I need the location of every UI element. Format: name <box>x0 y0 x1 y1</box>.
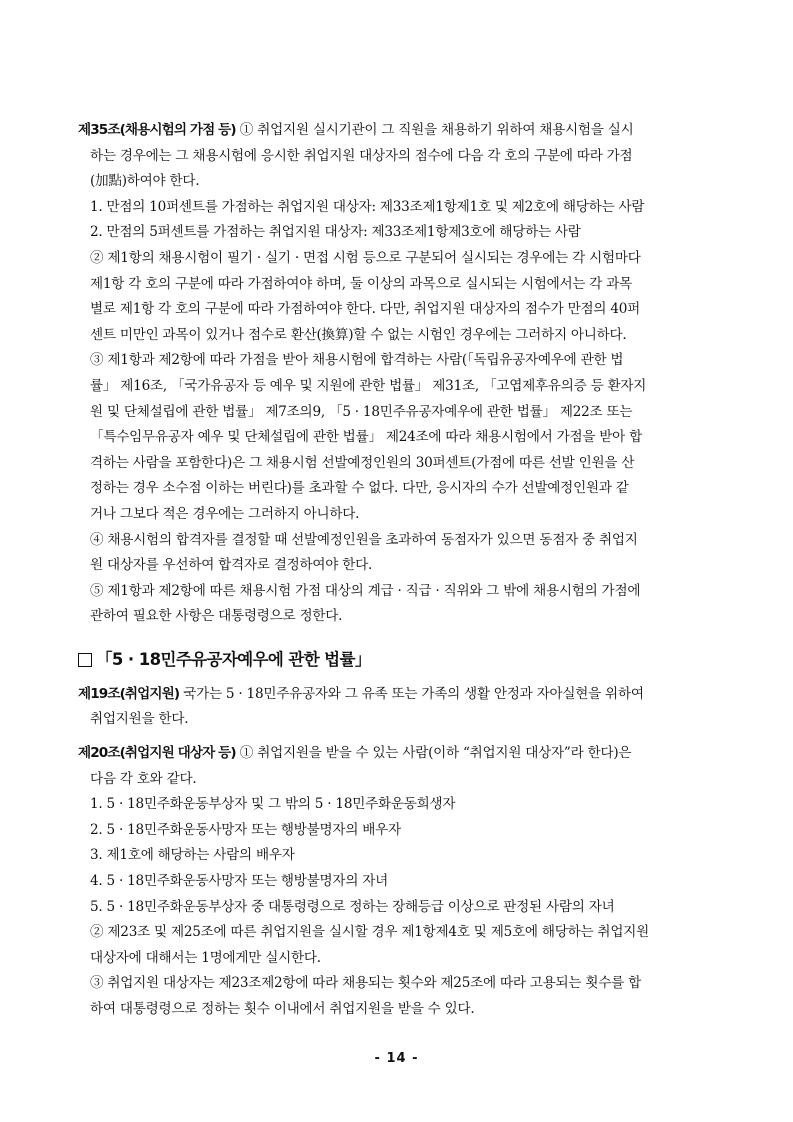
article-35-para-5-line-2: 관하여 필요한 사항은 대통령령으로 정한다. <box>90 608 343 625</box>
article-35-para-2-line-3: 별로 제1항 각 호의 구분에 따라 가점하여야 한다. 다만, 취업지원 대상자의 점수가 만점의 40퍼 <box>90 301 640 318</box>
article-35 <box>78 118 721 630</box>
article-20-line-0: 제20조(취업지원 대상자 등) ① 취업지원을 받을 수 있는 사람(이하 “취업지원 대상자”라 한다)은 <box>78 745 632 762</box>
article-20 <box>78 741 721 1023</box>
article-35-para-3-line-5: 격하는 사람을 포함한다)은 그 채용시험 선발예정인원의 30퍼센트(가점에 따른 선발 인원을 산 <box>90 454 635 471</box>
article-35-para-2-line-2: 제1항 각 호의 구분에 따라 가점하여야 하며, 둘 이상의 과목으로 실시되는 시험에서는 각 과목 <box>90 275 633 292</box>
article-35-para-2-line-1: ② 제1항의 채용시험이 필기 · 실기 · 면접 시험 등으로 구분되어 실시되는 경우에는 각 시험마다 <box>90 249 641 266</box>
article-35-para-3-line-7: 거나 그보다 적은 경우에는 그러하지 아니하다. <box>90 505 360 522</box>
section-heading <box>78 646 721 674</box>
article-35-para-5-line-1: ⑤ 제1항과 제2항에 따른 채용시험 가점 대상의 계급 · 직급 · 직위와 그 밖에 채용시험의 가점에 <box>90 582 641 599</box>
page-number: - 14 - <box>374 1051 419 1066</box>
article-20-para-2-line-1: ② 제23조 및 제25조에 따른 취업지원을 실시할 경우 제1항제4호 및 제5호에 해당하는 취업지원 <box>90 924 649 941</box>
article-20-title: 제20조(취업지원 대상자 등) <box>78 745 236 762</box>
article-20-item-1: 1. 5 · 18민주화운동부상자 및 그 밖의 5 · 18민주화운동희생자 <box>90 796 456 813</box>
article-35-title: 제35조(채용시험의 가점 등) <box>78 122 236 138</box>
article-20-item-5: 5. 5 · 18민주화운동부상자 중 대통령령으로 정하는 장해등급 이상으로 판정된 사람의 자녀 <box>90 898 615 915</box>
article-20-item-3: 3. 제1호에 해당하는 사람의 배우자 <box>90 847 295 864</box>
article-35-line-1: 하는 경우에는 그 채용시험에 응시한 취업지원 대상자의 점수에 다음 각 호의 구분에 따라 가점 <box>90 147 633 164</box>
article-19 <box>78 682 721 733</box>
article-20-para-3-line-1: ③ 취업지원 대상자는 제23조제2항에 따라 채용되는 횟수와 제25조에 따라 고용되는 횟수를 합 <box>90 975 641 992</box>
article-35-item-1: 1. 만점의 10퍼센트를 가점하는 취업지원 대상자: 제33조제1항제1호 및 제2호에 해당하는 사람 <box>90 198 645 215</box>
article-35-item-2: 2. 만점의 5퍼센트를 가점하는 취업지원 대상자: 제33조제1항제3호에 해당하는 사람 <box>90 224 581 241</box>
spacer <box>78 674 721 682</box>
checkbox-square-icon <box>78 653 92 667</box>
article-35-para-3-line-3: 원 및 단체설립에 관한 법률」 제7조의9, 「5 · 18민주유공자예우에 관한 법률」 제22조 또는 <box>90 403 633 420</box>
article-20-item-4: 4. 5 · 18민주화운동사망자 또는 행방불명자의 자녀 <box>90 873 389 890</box>
spacer <box>78 733 721 741</box>
article-35-para-4-line-2: 원 대상자를 우선하여 합격자로 결정하여야 한다. <box>90 557 373 574</box>
section-heading-text: 「5 · 18민주유공자예우에 관한 법률」 <box>96 649 371 669</box>
article-19-line-1: 취업지원을 한다. <box>90 711 189 728</box>
article-20-para-2-line-2: 대상자에 대해서는 1명에게만 실시한다. <box>90 949 321 966</box>
article-19-line-0: 제19조(취업지원) 국가는 5 · 18민주유공자와 그 유족 또는 가족의 생활 안정과 자아실현을 위하여 <box>78 685 644 702</box>
spacer <box>78 630 721 646</box>
article-35-para-3-line-2: 률」 제16조, 「국가유공자 등 예우 및 지원에 관한 법률」 제31조, 「고엽제후유의증 등 환자지 <box>90 377 647 394</box>
article-35-para-3-line-6: 정하는 경우 소수점 이하는 버린다)를 초과할 수 없다. 다만, 응시자의 수가 선발예정인원과 같 <box>90 480 629 497</box>
article-20-line-1: 다음 각 호와 같다. <box>90 770 197 787</box>
article-20-item-2: 2. 5 · 18민주화운동사망자 또는 행방불명자의 배우자 <box>90 821 401 838</box>
article-35-para-3-line-1: ③ 제1항과 제2항에 따라 가점을 받아 채용시험에 합격하는 사람(「독립유공자예우에 관한 법 <box>90 352 624 369</box>
article-35-line-0: 제35조(채용시험의 가점 등) ① 취업지원 실시기관이 그 직원을 채용하기 위하여 채용시험을 실시 <box>78 122 634 138</box>
article-35-line-2: (加點)하여야 한다. <box>90 173 200 190</box>
article-35-para-4-line-1: ④ 채용시험의 합격자를 결정할 때 선발예정인원을 초과하여 동점자가 있으면 동점자 중 취업지 <box>90 531 638 548</box>
article-35-para-2-line-4: 센트 미만인 과목이 있거나 점수로 환산(換算)할 수 없는 시험인 경우에는 그러하지 아니하다. <box>90 326 627 343</box>
article-19-title: 제19조(취업지원) <box>78 685 180 702</box>
document-body <box>78 118 721 1023</box>
article-35-para-3-line-4: 「특수임무유공자 예우 및 단체설립에 관한 법률」 제24조에 따라 채용시험에서 가점을 받아 합 <box>90 429 642 446</box>
article-20-para-3-line-2: 하여 대통령령으로 정하는 횟수 이내에서 취업지원을 받을 수 있다. <box>90 1001 475 1017</box>
